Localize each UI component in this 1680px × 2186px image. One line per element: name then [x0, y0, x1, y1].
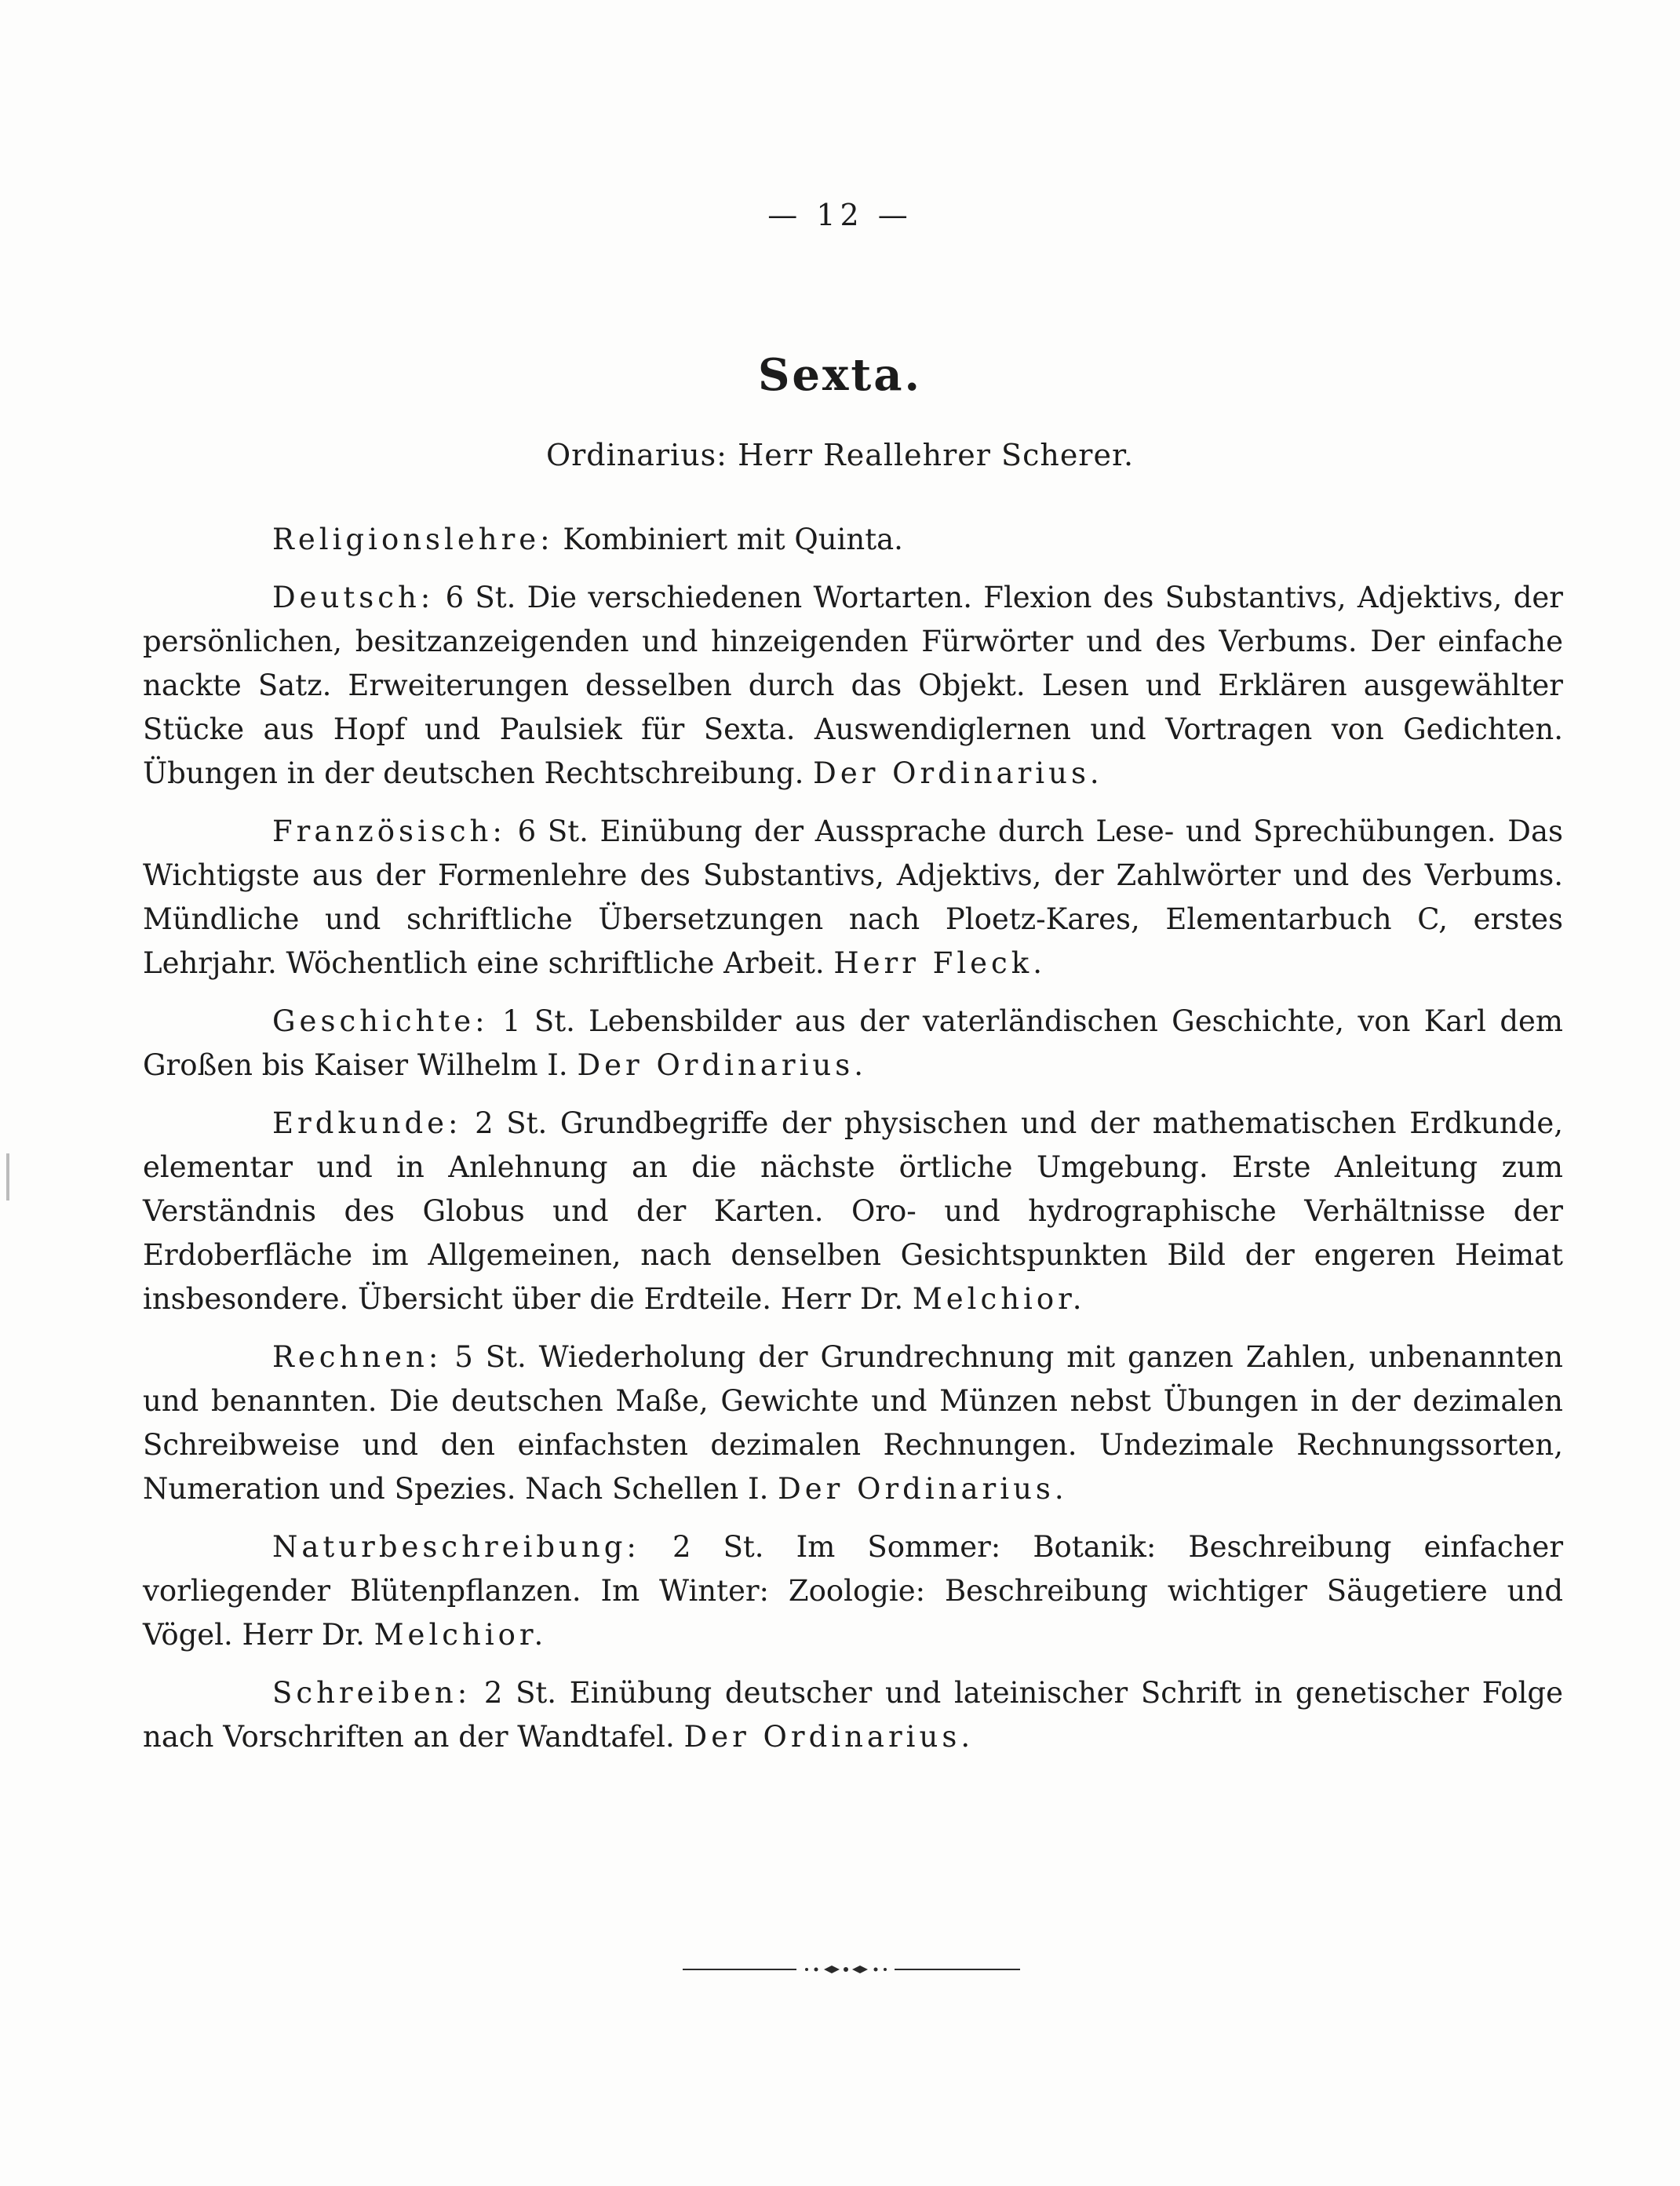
teacher-name: Der Ordinarius. — [683, 1720, 975, 1754]
ordinarius-line — [0, 438, 1680, 472]
paragraph-text: 6 St. Einübung der Aussprache durch Lese- und Sprechübungen. Das Wichtigste aus der Formenlehre des Substantivs, Adjektivs, der Zahlwörter und des Verbums. Mündliche und schriftliche Übersetzungen nach Ploetz-Kares, Elementarbuch C, erstes Lehrjahr. Wöchentlich eine schriftliche Arbeit. — [143, 814, 1564, 980]
paragraph-religion — [143, 518, 1563, 562]
subject-label: Religionslehre: — [272, 523, 554, 556]
paragraph-schreiben — [143, 1671, 1563, 1759]
teacher-name: Melchior. — [912, 1282, 1086, 1316]
page-number: — 12 — — [767, 198, 913, 232]
paragraph-text: 2 St. Einübung deutscher und lateinischer Schrift in genetischer Folge nach Vorschriften an der Wandtafel. — [143, 1676, 1564, 1754]
divider-ornament-icon — [683, 1962, 1020, 1977]
subject-label: Geschichte: — [272, 1004, 489, 1038]
curriculum-body — [143, 518, 1563, 1773]
ordinarius-label: Ordinarius: — [545, 438, 727, 472]
scan-margin-mark — [6, 1153, 9, 1200]
paragraph-rechnen — [143, 1335, 1563, 1511]
paragraph-deutsch — [143, 576, 1563, 796]
paragraph-erdkunde — [143, 1102, 1563, 1321]
subject-label: Schreiben: — [272, 1676, 472, 1710]
subject-label: Erdkunde: — [272, 1106, 462, 1140]
paragraph-franzoesisch — [143, 810, 1563, 986]
paragraph-text: 1 St. Lebensbilder aus der vaterländischen Geschichte, von Karl dem Großen bis Kaiser Wilhelm I. — [143, 1004, 1563, 1082]
teacher-name: Der Ordinarius. — [778, 1472, 1068, 1506]
paragraph-text: Kombiniert mit Quinta. — [563, 523, 903, 556]
ordinarius-name: Herr Reallehrer Scherer. — [738, 438, 1135, 472]
subject-label: Rechnen: — [272, 1340, 443, 1374]
subject-label: Naturbeschreibung: — [272, 1530, 640, 1564]
ornamental-divider — [683, 1962, 1020, 1977]
paragraph-text: 2 St. Grundbegriffe der physischen und der mathematischen Erdkunde, elementar und in Anlehnung an die nächste örtliche Umgebung. Erste Anleitung zum Verständnis des Globus und der Karten. Oro- und hydrographische Verhältnisse der Erdoberfläche im Allgemeinen, nach denselben Gesichtspunkten Bild der engeren Heimat insbesondere. Übersicht über die Erdteile. Herr Dr. — [143, 1106, 1563, 1316]
teacher-name: Melchior. — [374, 1618, 548, 1652]
paragraph-naturbeschreibung — [143, 1525, 1563, 1657]
section-title: Sexta. — [757, 349, 923, 401]
paragraph-text: 5 St. Wiederholung der Grundrechnung mit ganzen Zahlen, unbenannten und benannten. Die deutschen Maße, Gewichte und Münzen nebst Übungen in der dezimalen Schreibweise und den einfachsten dezimalen Rechnungen. Undezimale Rechnungssorten, Numeration und Spezies. Nach Schellen I. — [143, 1340, 1563, 1506]
paragraph-geschichte — [143, 1000, 1563, 1088]
paragraph-text: 6 St. Die verschiedenen Wortarten. Flexion des Substantivs, Adjektivs, der persönlichen, besitzanzeigenden und hinzeigenden Fürwörter und des Verbums. Der einfache nackte Satz. Erweiterungen desselben durch das Objekt. Lesen und Erklären ausgewählter Stücke aus Hopf und Paulsiek für Sexta. Auswendiglernen und Vortragen von Gedichten. Übungen in der deutschen Rechtschreibung. — [143, 581, 1563, 790]
subject-label: Französisch: — [272, 814, 506, 848]
paragraph-text: 2 St. Im Sommer: Botanik: Beschreibung einfacher vorliegender Blütenpflanzen. Im Winter: Zoologie: Beschreibung wichtiger Säugetiere und Vögel. Herr Dr. — [143, 1530, 1563, 1652]
teacher-name: Der Ordinarius. — [813, 756, 1103, 790]
subject-label: Deutsch: — [272, 581, 435, 614]
teacher-name: Der Ordinarius. — [577, 1048, 867, 1082]
teacher-name: Herr Fleck. — [833, 946, 1046, 980]
